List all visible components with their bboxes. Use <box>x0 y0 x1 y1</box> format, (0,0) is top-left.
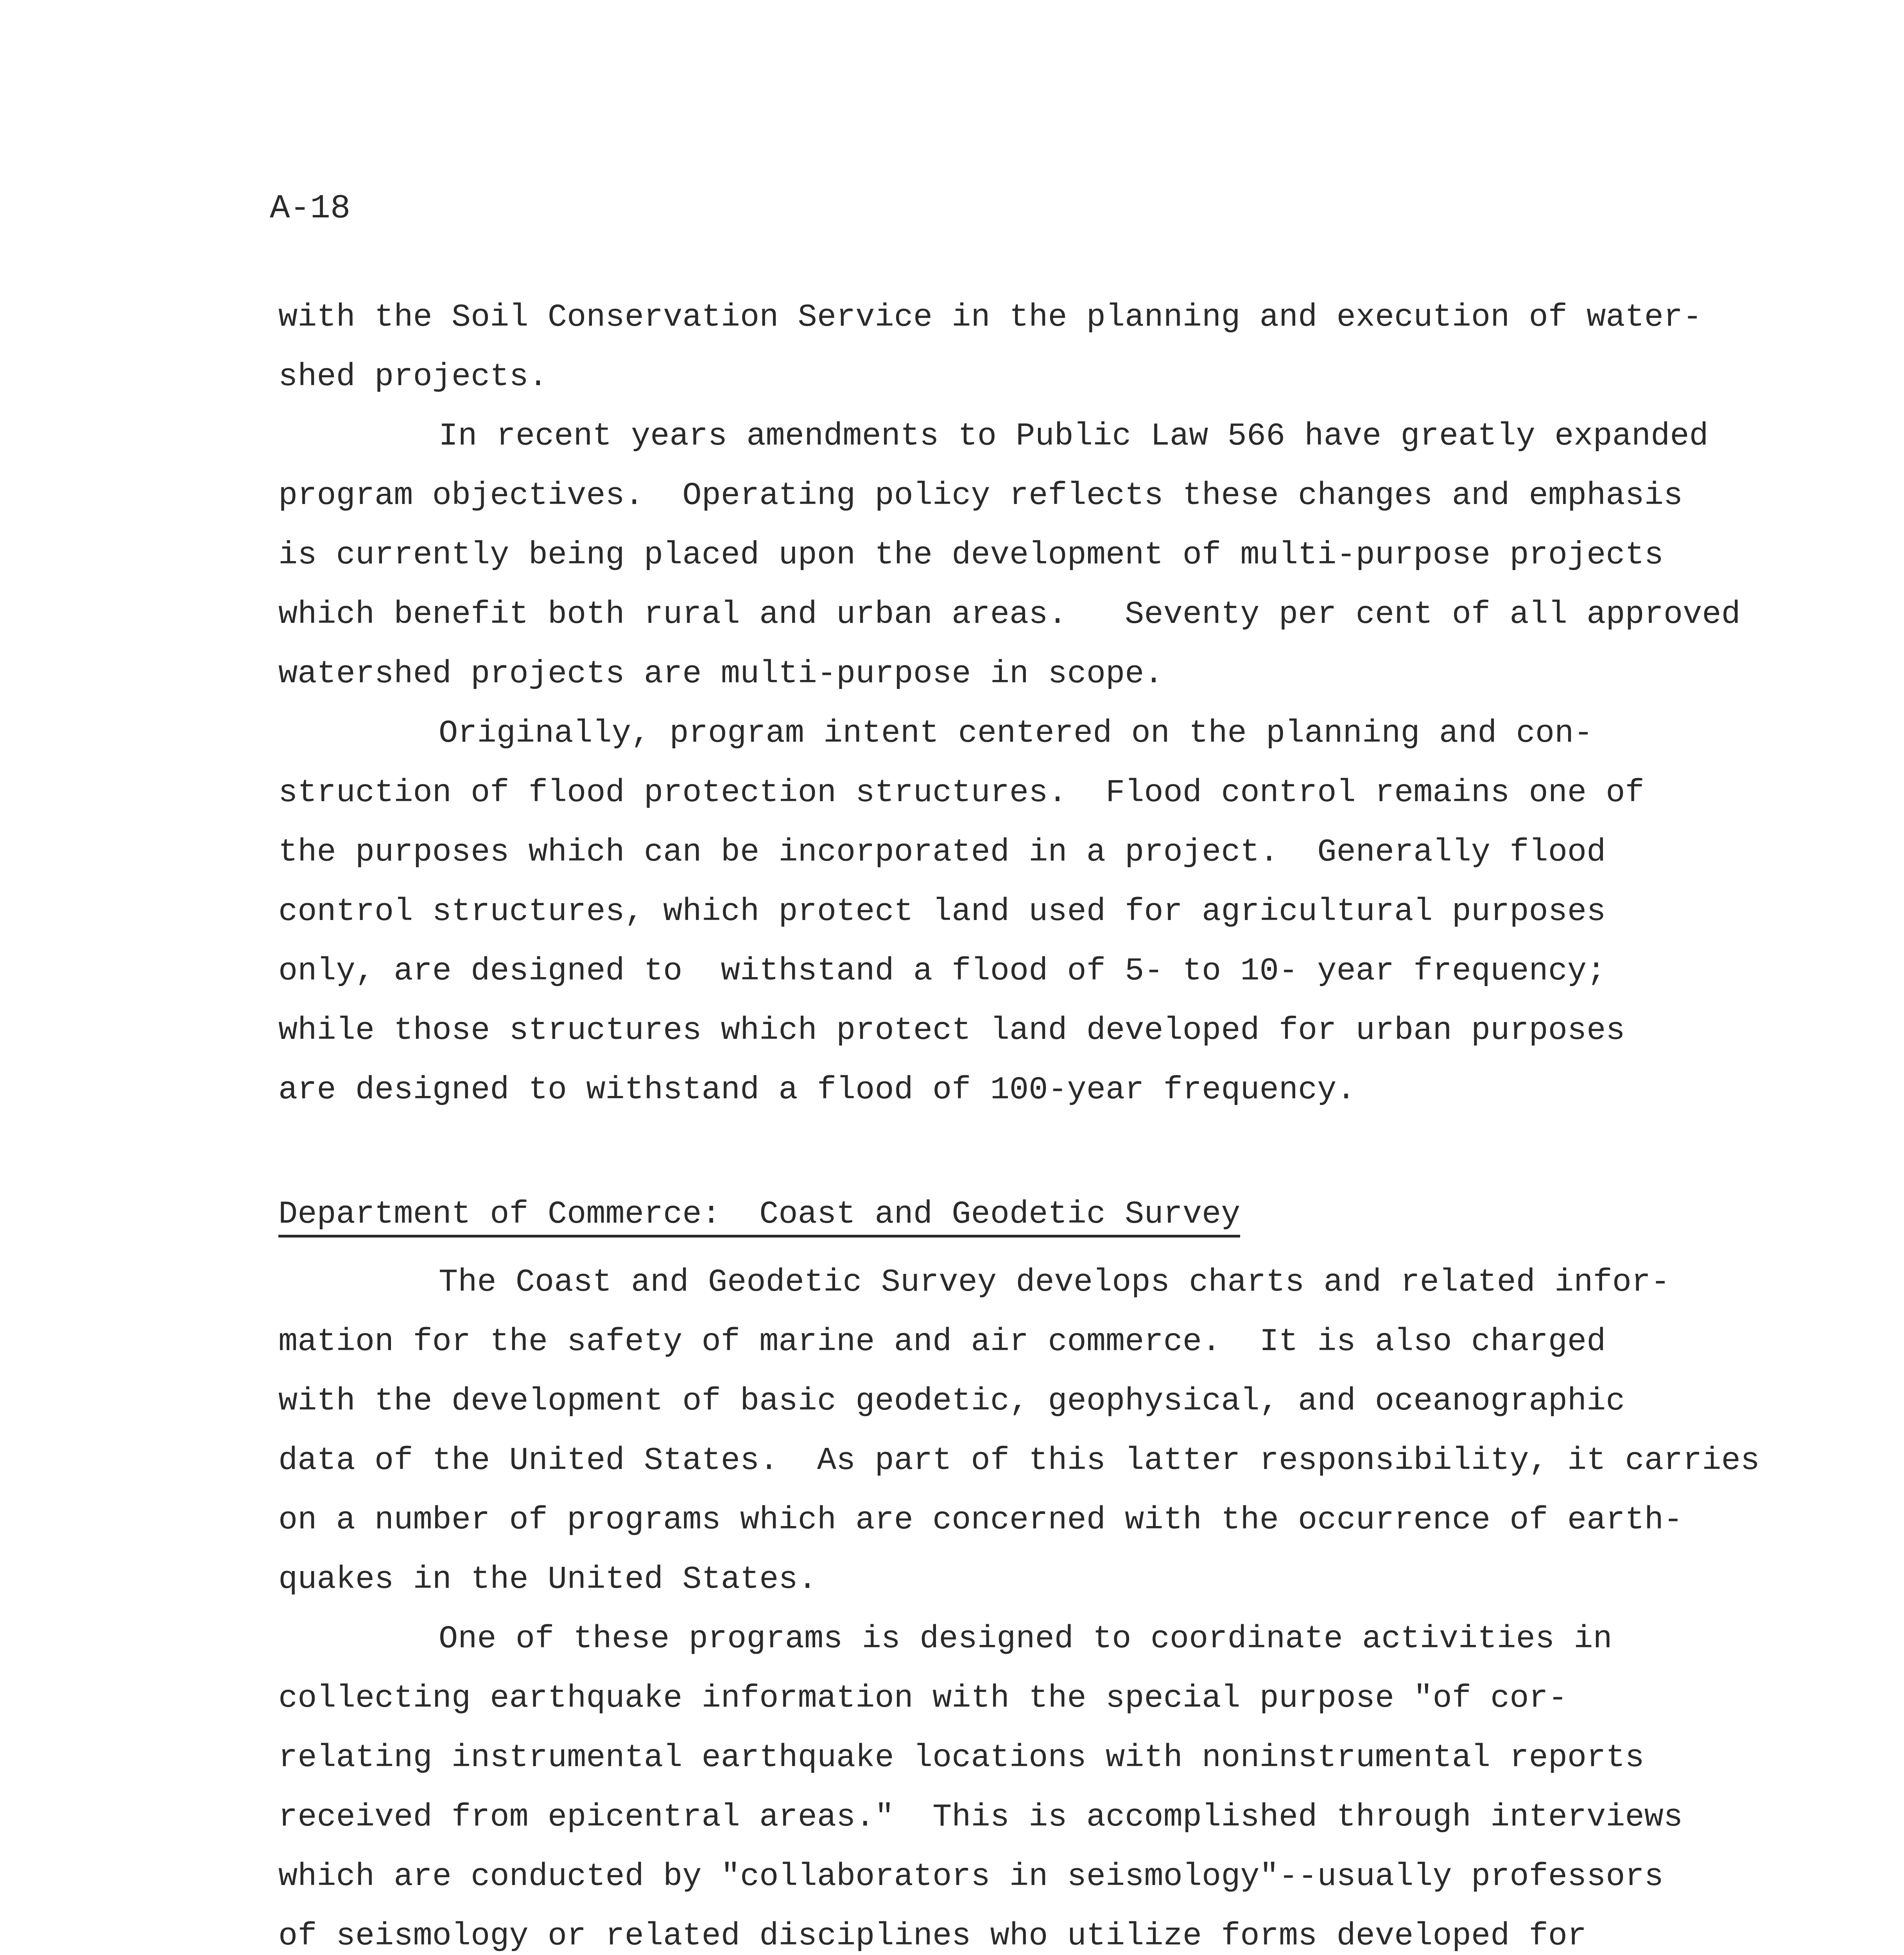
text-line: the purposes which can be incorporated in a project. Generally flood <box>278 834 1606 870</box>
text-line: watershed projects are multi-purpose in scope. <box>278 656 1164 692</box>
paragraph-start-line: Originally, program intent centered on the planning and con- <box>439 715 1593 752</box>
section-heading-block <box>278 1195 1862 1238</box>
text-line: quakes in the United States. <box>278 1561 817 1598</box>
text-line: only, are designed to withstand a flood of 5- to 10- year frequency; <box>278 953 1606 989</box>
text-line: mation for the safety of marine and air commerce. It is also charged <box>278 1324 1606 1360</box>
text-line: struction of flood protection structures. Flood control remains one of <box>278 775 1644 811</box>
paragraph-start-line: In recent years amendments to Public Law 566 have greatly expanded <box>439 418 1709 454</box>
watershed-section <box>278 288 1862 1120</box>
page-number: A-18 <box>270 189 351 228</box>
text-line: which benefit both rural and urban areas. Seventy per cent of all approved <box>278 596 1741 633</box>
paragraph-start-line: One of these programs is designed to coordinate activities in <box>439 1621 1612 1657</box>
text-line: while those structures which protect land developed for urban purposes <box>278 1012 1625 1049</box>
text-line: relating instrumental earthquake locations with noninstrumental reports <box>278 1740 1644 1776</box>
text-line: shed projects. <box>278 359 548 395</box>
text-line: received from epicentral areas." This is accomplished through interviews <box>278 1799 1683 1835</box>
text-line: program objectives. Operating policy reflects these changes and emphasis <box>278 477 1683 514</box>
text-line: on a number of programs which are concerned with the occurrence of earth- <box>278 1502 1683 1538</box>
text-line: of seismology or related disciplines who utilize forms developed for <box>278 1918 1587 1954</box>
text-line: are designed to withstand a flood of 100-year frequency. <box>278 1072 1356 1108</box>
text-line: with the development of basic geodetic, geophysical, and oceanographic <box>278 1383 1625 1419</box>
paragraph-start-line: The Coast and Geodetic Survey develops charts and related infor- <box>439 1264 1670 1300</box>
text-line: which are conducted by "collaborators in seismology"--usually professors <box>278 1858 1664 1895</box>
coast-geodetic-section <box>278 1253 1862 1955</box>
text-line: collecting earthquake information with the special purpose "of cor- <box>278 1680 1567 1716</box>
text-line: data of the United States. As part of this latter responsibility, it carries <box>278 1442 1760 1479</box>
text-line: is currently being placed upon the development of multi-purpose projects <box>278 537 1664 573</box>
text-line: control structures, which protect land used for agricultural purposes <box>278 893 1606 930</box>
text-line: with the Soil Conservation Service in the planning and execution of water- <box>278 299 1702 335</box>
section-heading: Department of Commerce: Coast and Geodetic Survey <box>278 1195 1240 1238</box>
